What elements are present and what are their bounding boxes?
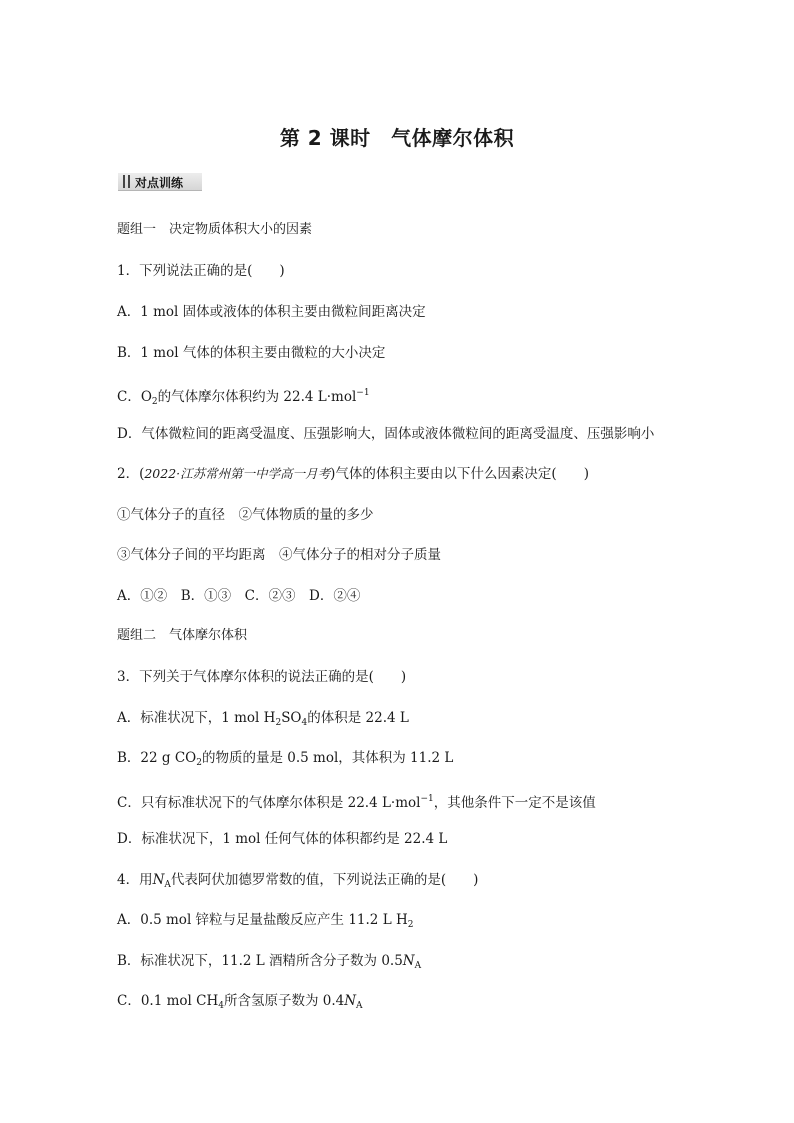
page-title: 第 2 课时 气体摩尔体积 xyxy=(279,126,515,150)
q4-option-c xyxy=(117,992,363,1015)
avogadro-symbol: N xyxy=(152,872,165,888)
text: C．O xyxy=(117,389,152,405)
section-tag-label: 对点训练 xyxy=(135,176,184,190)
text: 4．用 xyxy=(117,872,153,888)
section-tag xyxy=(118,173,202,191)
q1-option-a: A．1 mol 固体或液体的体积主要由微粒间距离决定 xyxy=(117,304,426,320)
tag-bar-right xyxy=(128,175,130,188)
q1-option-d: D．气体微粒间的距离受温度、压强影响大，固体或液体微粒间的距离受温度、压强影响小 xyxy=(117,426,655,442)
q2-choices: A．①② B．①③ C．②③ D．②④ xyxy=(117,588,361,604)
group-heading-1: 题组一 决定物质体积大小的因素 xyxy=(117,222,313,237)
text: A．标准状况下，1 mol H xyxy=(117,710,276,726)
subscript: A xyxy=(356,1001,363,1011)
q3-stem: 3．下列关于气体摩尔体积的说法正确的是( ) xyxy=(117,669,407,685)
subscript: 2 xyxy=(275,718,282,728)
q4-option-b xyxy=(117,952,421,975)
subscript: A xyxy=(414,961,422,971)
tag-bar-left xyxy=(123,175,125,188)
text: 代表阿伏加德罗常数的值，下列说法正确的是( ) xyxy=(170,872,479,888)
superscript: −1 xyxy=(420,794,434,804)
text: B．22 g CO xyxy=(117,750,197,766)
subscript: 2 xyxy=(407,920,414,930)
q2-factors-2: ③气体分子间的平均距离 ④气体分子的相对分子质量 xyxy=(117,547,441,563)
subscript: 2 xyxy=(151,397,158,407)
group-heading-2: 题组二 气体摩尔体积 xyxy=(117,628,248,643)
q2-stem xyxy=(117,465,589,483)
q1-stem: 1．下列说法正确的是( ) xyxy=(117,263,285,279)
q4-option-a xyxy=(117,911,413,934)
text: 所含氢原子数为 0.4 xyxy=(223,993,345,1009)
text: ，其他条件下一定不是该值 xyxy=(433,795,596,811)
subscript: 4 xyxy=(301,718,308,728)
subscript: A xyxy=(164,880,171,890)
q3-option-a xyxy=(117,709,409,732)
q3-option-d: D．标准状况下，1 mol 任何气体的体积都约是 22.4 L xyxy=(117,831,448,847)
q3-option-b xyxy=(117,749,453,772)
text: B．标准状况下，11.2 L 酒精所含分子数为 0.5 xyxy=(117,953,403,969)
q4-stem xyxy=(117,871,478,894)
q3-option-c xyxy=(117,790,596,812)
text: 的物质的量是 0.5 mol，其体积为 11.2 L xyxy=(201,750,454,766)
text: C．只有标准状况下的气体摩尔体积是 22.4 L·mol xyxy=(117,795,421,811)
q1-option-b: B．1 mol 气体的体积主要由微粒的大小决定 xyxy=(117,345,386,361)
superscript: −1 xyxy=(356,388,370,398)
subscript: 4 xyxy=(218,1001,224,1011)
text: SO xyxy=(281,710,302,726)
q1-option-c xyxy=(117,384,370,411)
avogadro-symbol: N xyxy=(402,953,415,969)
q2-source: 2022·江苏常州第一中学高一月考 xyxy=(144,466,331,481)
q2-factors-1: ①气体分子的直径 ②气体物质的量的多少 xyxy=(117,507,374,523)
text: 的体积是 22.4 L xyxy=(307,710,409,726)
subscript: 2 xyxy=(196,758,202,768)
avogadro-symbol: N xyxy=(344,993,357,1009)
text: 的气体摩尔体积约为 22.4 L·mol xyxy=(157,389,357,405)
text: C．0.1 mol CH xyxy=(117,993,219,1009)
q2-stem-text: )气体的体积主要由以下什么因素决定( ) xyxy=(330,466,589,482)
q2-number: 2．( xyxy=(117,466,145,482)
text: A．0.5 mol 锌粒与足量盐酸反应产生 11.2 L H xyxy=(117,912,408,928)
